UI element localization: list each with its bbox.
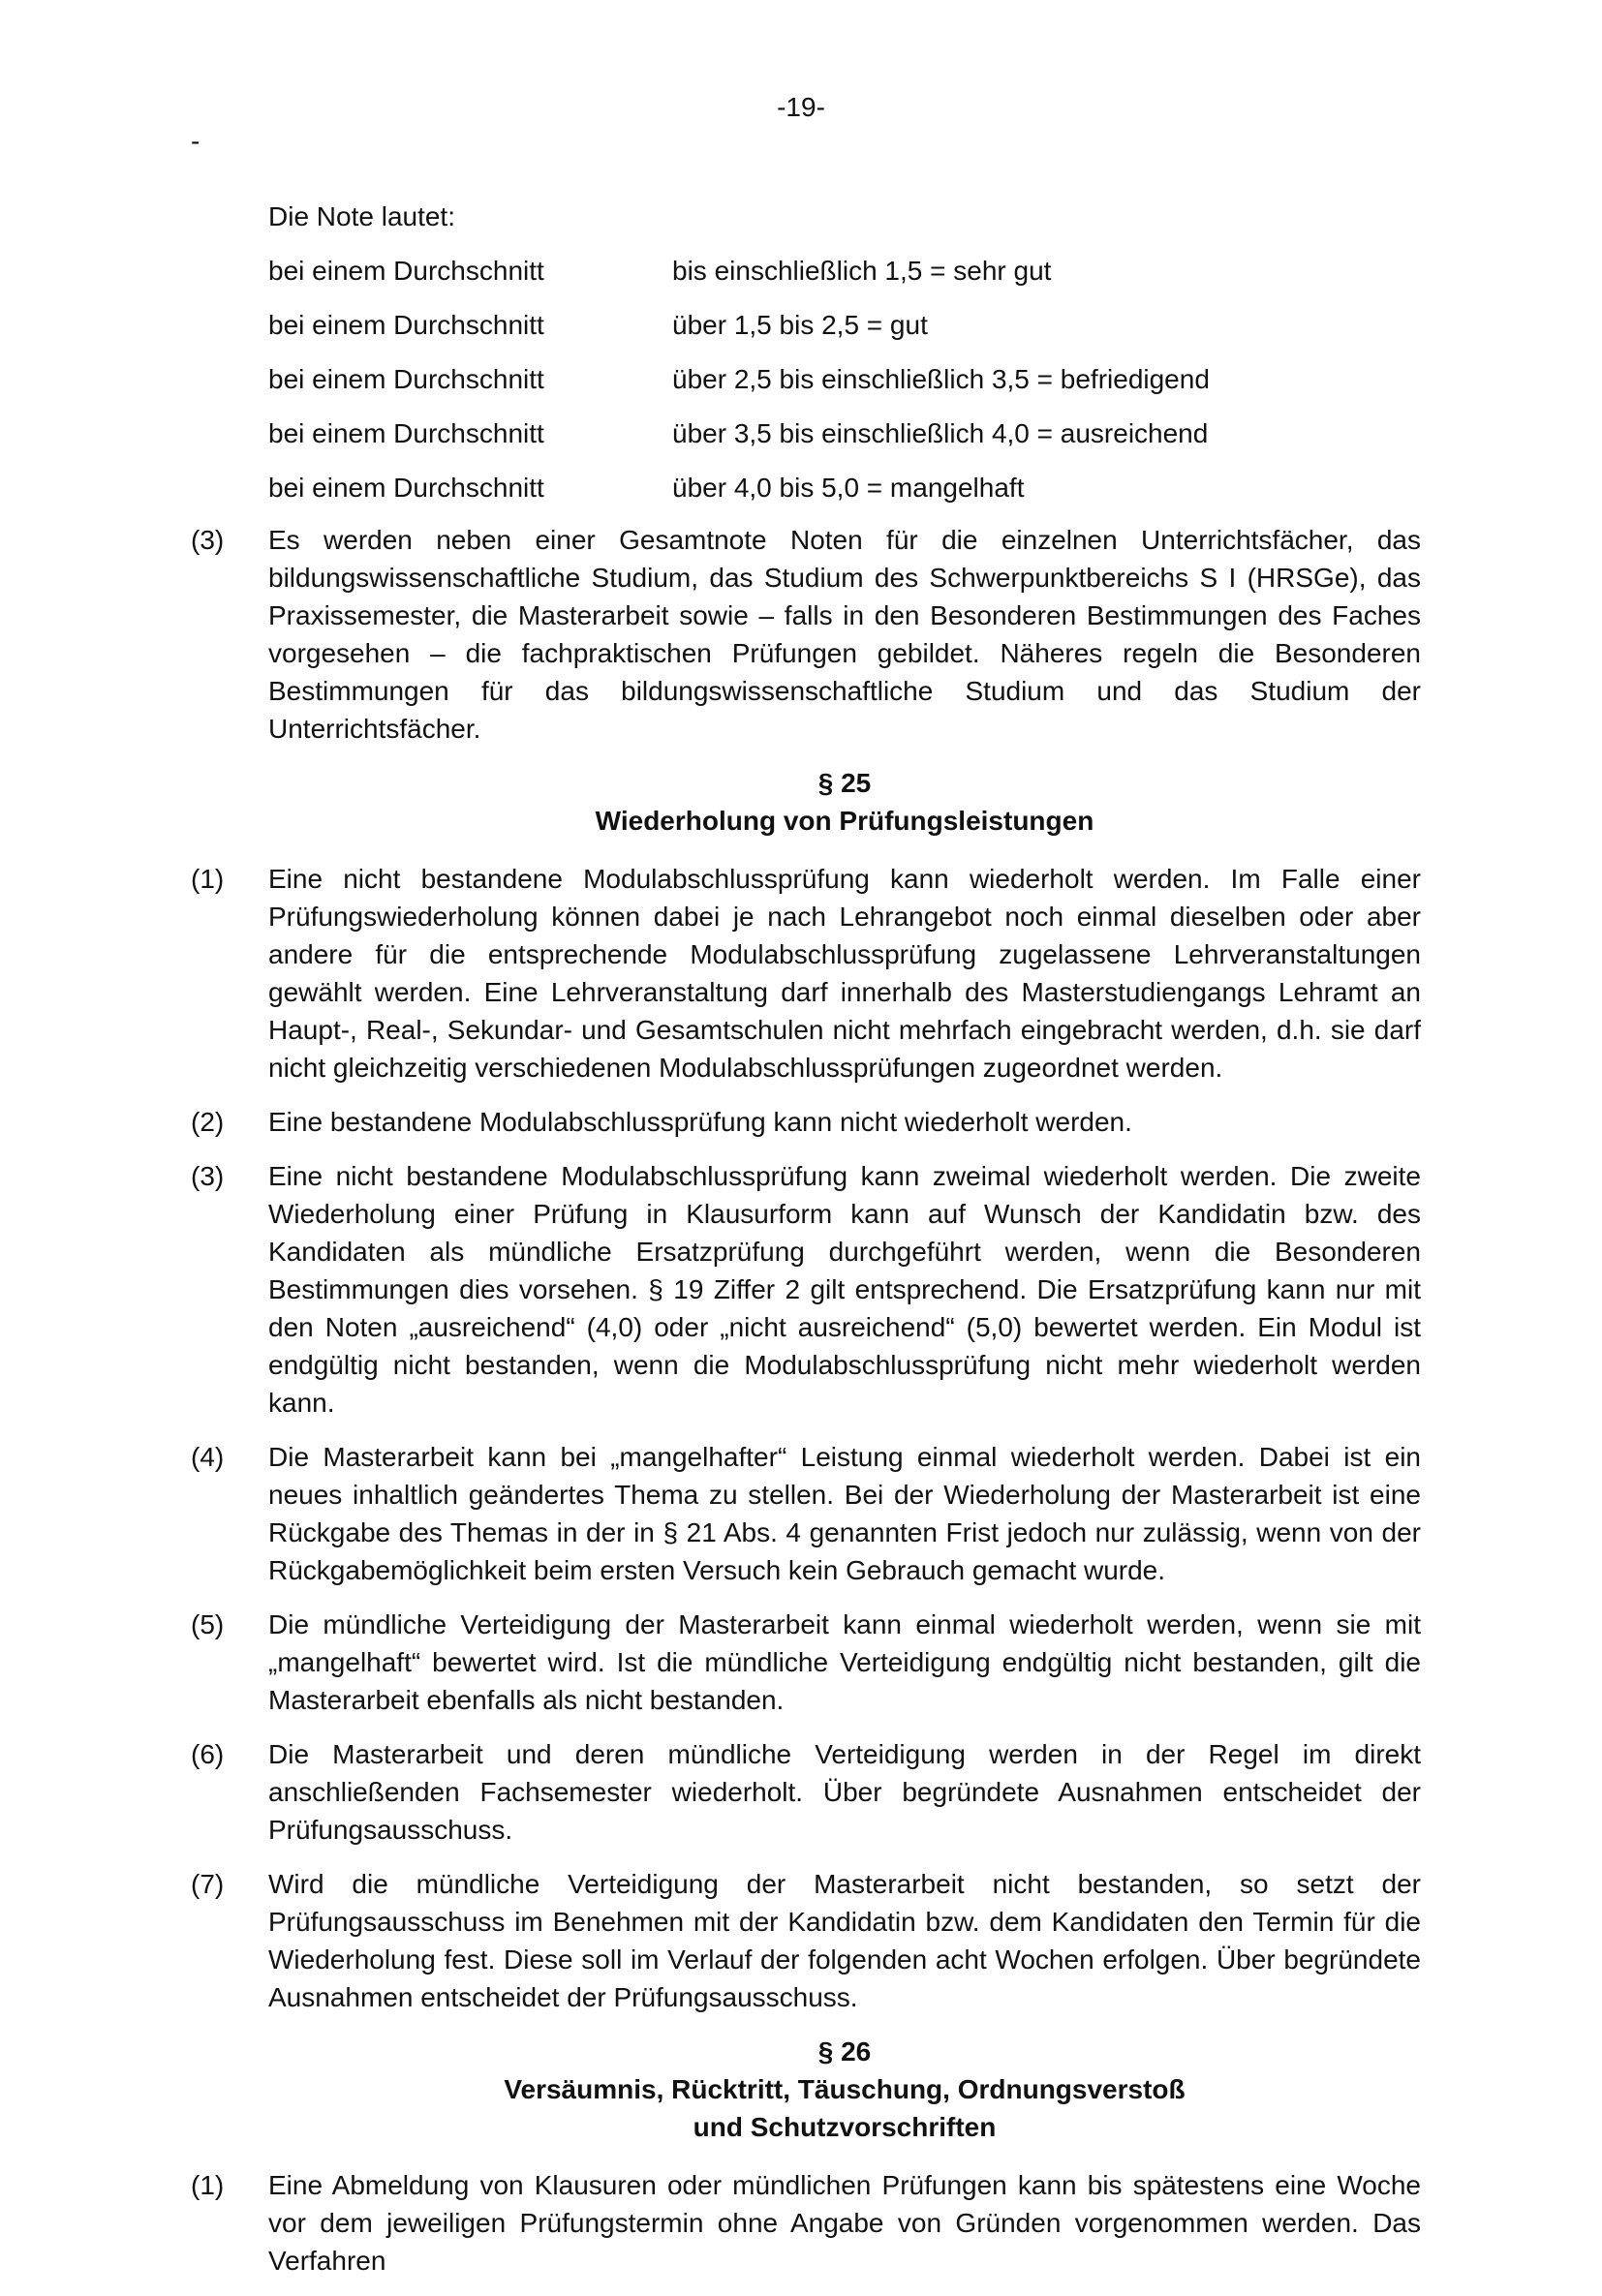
- paragraph-text: Es werden neben einer Gesamtnote Noten für die einzelnen Unterrichtsfächer, das bildungswissenschaftliche Studium, das Studium des Schwerpunktbereichs S I (HRSGe), das Praxissemester, die Masterarbeit sowie – falls in den Besonderen Bestimmungen des Faches vorgesehen – die fachpraktischen Prüfungen gebildet. Näheres regeln die Besonderen Bestimmungen für das bildungswissenschaftliche Studium und das Studium der Unterrichtsfächer.: [268, 525, 1421, 744]
- section-heading: [268, 2033, 1421, 2146]
- stray-mark: -: [191, 126, 200, 156]
- paragraph-number: (6): [191, 1739, 225, 1769]
- paragraph: [191, 1735, 1421, 1849]
- grade-row-left: bei einem Durchschnitt: [268, 310, 544, 340]
- grade-row-right: über 3,5 bis einschließlich 4,0 = ausreichend: [672, 418, 1209, 448]
- paragraph-number: (3): [191, 525, 225, 555]
- section-number: § 25: [817, 768, 872, 798]
- paragraph: [191, 1103, 1421, 1141]
- grade-row: [268, 407, 1421, 461]
- paragraph-number: (1): [191, 864, 225, 894]
- grade-row-left: bei einem Durchschnitt: [268, 256, 544, 286]
- paragraph: [191, 1865, 1421, 2016]
- paragraph: [191, 1606, 1421, 1719]
- paragraph-number: (2): [191, 1107, 225, 1137]
- grade-row-right: über 1,5 bis 2,5 = gut: [672, 310, 928, 340]
- grade-row: [268, 352, 1421, 407]
- paragraph-number: (3): [191, 1161, 225, 1191]
- paragraph-text: Eine nicht bestandene Modulabschlussprüfung kann zweimal wiederholt werden. Die zweite Wiederholung einer Prüfung in Klausurform kann auf Wunsch der Kandidatin bzw. des Kandidaten als mündliche Ersatzprüfung durchgeführt werden, wenn die Besonderen Bestimmungen dies vorsehen. § 19 Ziffer 2 gilt entsprechend. Die Ersatzprüfung kann nur mit den Noten „ausreichend“ (4,0) oder „nicht ausreichend“ (5,0) bewertet werden. Ein Modul ist endgültig nicht bestanden, wenn die Modulabschlussprüfung nicht mehr wiederholt werden kann.: [268, 1161, 1421, 1418]
- grade-row: [268, 461, 1421, 515]
- section-number: § 26: [817, 2036, 872, 2066]
- paragraph-text: Eine bestandene Modulabschlussprüfung kann nicht wiederholt werden.: [268, 1107, 1132, 1137]
- paragraph-number: (1): [191, 2170, 225, 2200]
- grade-row-left: bei einem Durchschnitt: [268, 473, 544, 503]
- paragraph: [191, 2166, 1421, 2280]
- page-number: -19-: [777, 92, 825, 122]
- paragraph-text: Wird die mündliche Verteidigung der Masterarbeit nicht bestanden, so setzt der Prüfungsausschuss im Benehmen mit der Kandidatin bzw. dem Kandidaten den Termin für die Wiederholung fest. Diese soll im Verlauf der folgenden acht Wochen erfolgen. Über begründete Ausnahmen entscheidet der Prüfungsausschuss.: [268, 1869, 1421, 2012]
- grade-row-left: bei einem Durchschnitt: [268, 364, 544, 394]
- section-title-line: und Schutzvorschriften: [693, 2112, 997, 2142]
- section-title: Wiederholung von Prüfungsleistungen: [595, 806, 1094, 836]
- grade-row: [268, 298, 1421, 352]
- grade-intro: Die Note lautet:: [268, 201, 455, 231]
- paragraph: [191, 1438, 1421, 1589]
- paragraph: [191, 860, 1421, 1087]
- document-body: [191, 190, 1421, 2296]
- grade-row-right: bis einschließlich 1,5 = sehr gut: [672, 256, 1052, 286]
- grade-row-left: bei einem Durchschnitt: [268, 418, 544, 448]
- section-heading: [268, 764, 1421, 840]
- paragraph-number: (4): [191, 1442, 225, 1472]
- section-title-line: Versäumnis, Rücktritt, Täuschung, Ordnungsverstoß: [504, 2074, 1186, 2104]
- paragraph-number: (7): [191, 1869, 225, 1899]
- paragraph: [191, 521, 1421, 748]
- paragraph-text: Die Masterarbeit und deren mündliche Verteidigung werden in der Regel im direkt anschließenden Fachsemester wiederholt. Über begründete Ausnahmen entscheidet der Prüfungsausschuss.: [268, 1739, 1421, 1845]
- paragraph-text: Die Masterarbeit kann bei „mangelhafter“ Leistung einmal wiederholt werden. Dabei ist ein neues inhaltlich geändertes Thema zu stellen. Bei der Wiederholung der Masterarbeit ist eine Rückgabe des Themas in der in § 21 Abs. 4 genannten Frist jedoch nur zulässig, wenn von der Rückgabemöglichkeit beim ersten Versuch kein Gebrauch gemacht wurde.: [268, 1442, 1421, 1585]
- paragraph-text: Die mündliche Verteidigung der Masterarbeit kann einmal wiederholt werden, wenn sie mit „mangelhaft“ bewertet wird. Ist die mündliche Verteidigung endgültig nicht bestanden, gilt die Masterarbeit ebenfalls als nicht bestanden.: [268, 1609, 1421, 1715]
- grade-row-right: über 4,0 bis 5,0 = mangelhaft: [672, 473, 1025, 503]
- paragraph: [191, 1157, 1421, 1422]
- grade-row-right: über 2,5 bis einschließlich 3,5 = befriedigend: [672, 364, 1210, 394]
- grade-row: [268, 244, 1421, 298]
- paragraph-text: Eine nicht bestandene Modulabschlussprüfung kann wiederholt werden. Im Falle einer Prüfungswiederholung können dabei je nach Lehrangebot noch einmal dieselben oder aber andere für die entsprechende Modulabschlussprüfung zugelassene Lehrveranstaltungen gewählt werden. Eine Lehrveranstaltung darf innerhalb des Masterstudiengangs Lehramt an Haupt-, Real-, Sekundar- und Gesamtschulen nicht mehrfach eingebracht werden, d.h. sie darf nicht gleichzeitig verschiedenen Modulabschlussprüfungen zugeordnet werden.: [268, 864, 1421, 1083]
- grade-table: [191, 244, 1421, 515]
- paragraph-text: Eine Abmeldung von Klausuren oder mündlichen Prüfungen kann bis spätestens eine Woche vor dem jeweiligen Prüfungstermin ohne Angabe von Gründen vorgenommen werden. Das Verfahren: [268, 2170, 1421, 2276]
- paragraph-number: (5): [191, 1609, 225, 1639]
